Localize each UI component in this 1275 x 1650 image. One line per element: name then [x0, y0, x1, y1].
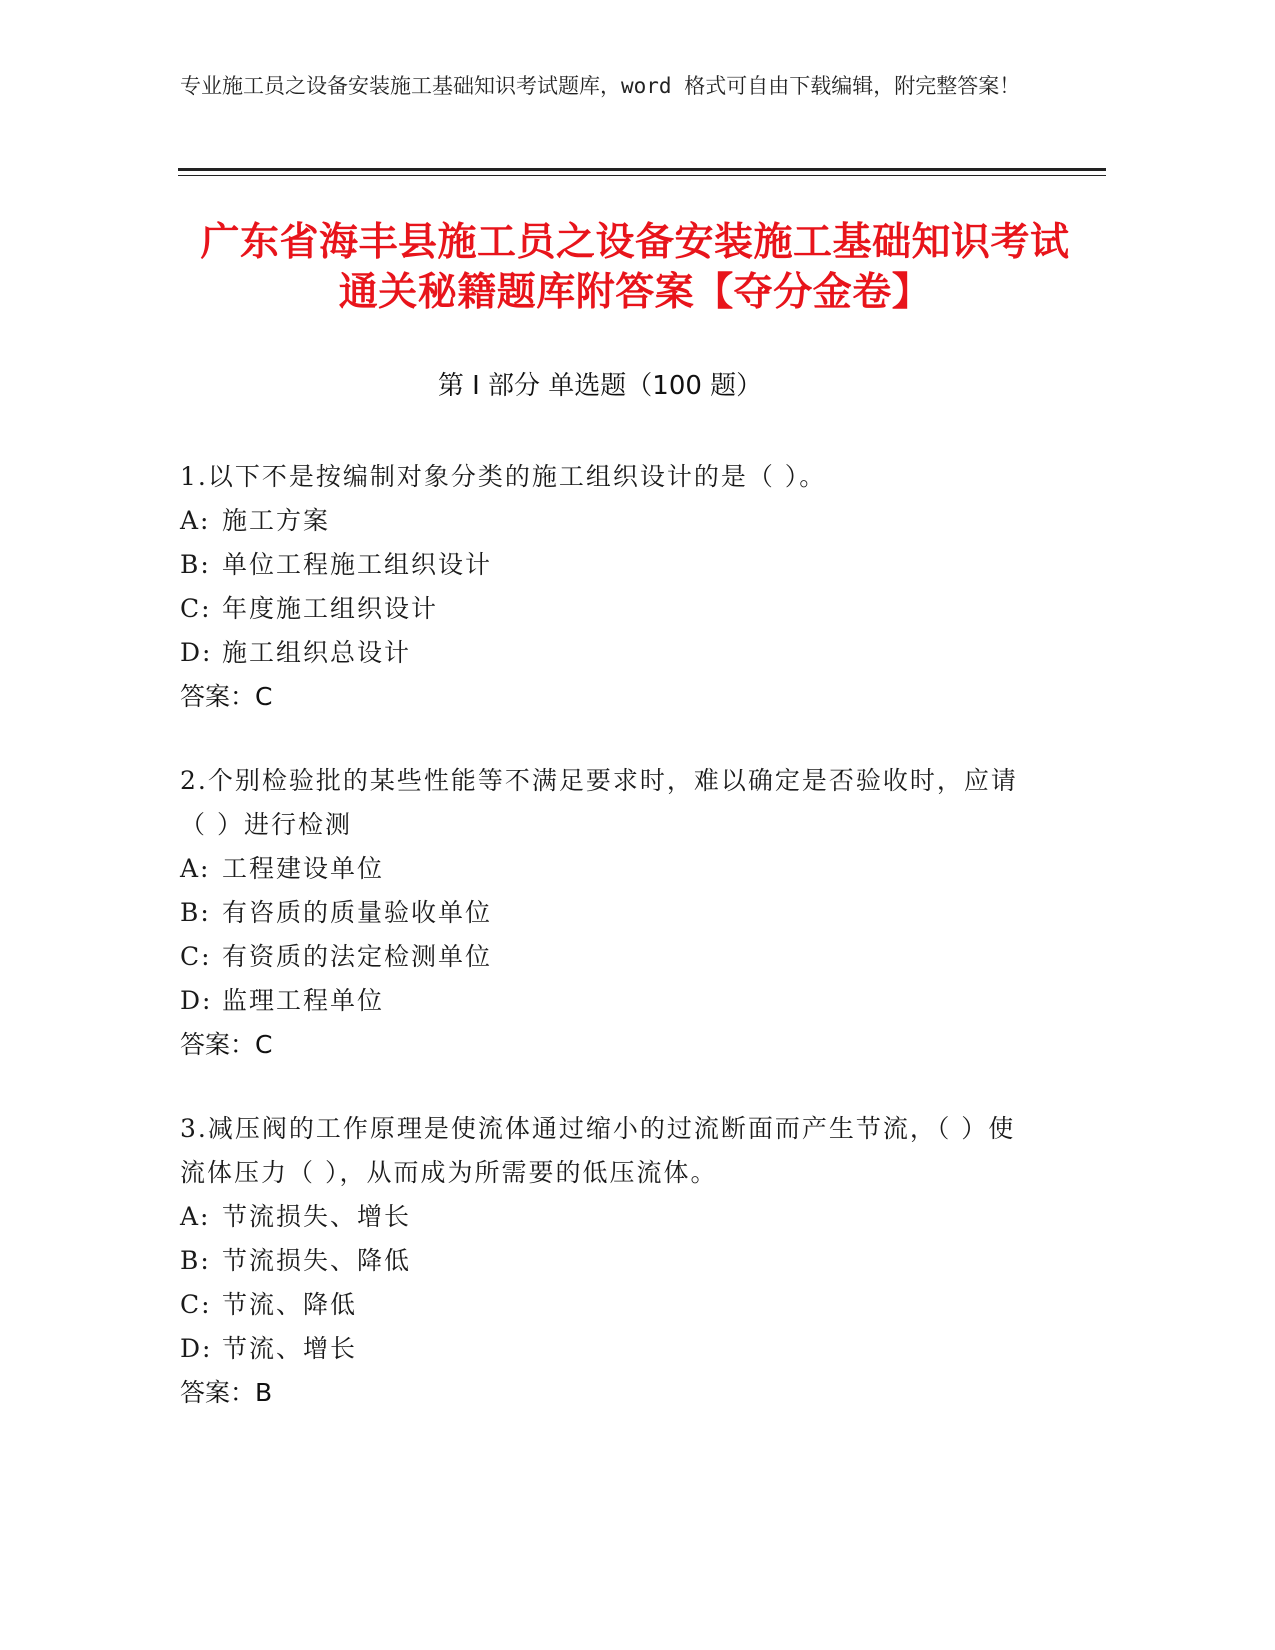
- header-divider-thick: [178, 168, 1106, 171]
- answer-label: 答案：: [180, 682, 256, 711]
- option-key: D:: [180, 986, 213, 1015]
- option-b: [180, 891, 1040, 935]
- option-c: [180, 935, 1040, 979]
- question-3: [180, 1107, 1040, 1415]
- option-key: D:: [180, 638, 213, 667]
- header-divider-thin: [178, 175, 1106, 176]
- section-title: 第 I 部分 单选题（100 题）: [437, 371, 763, 401]
- header-note: 专业施工员之设备安装施工基础知识考试题库，word 格式可自由下载编辑，附完整答案！: [180, 74, 1021, 98]
- option-key: B:: [180, 898, 211, 927]
- option-key: A:: [180, 1202, 211, 1231]
- option-d: [180, 979, 1040, 1023]
- answer-value: C: [255, 1030, 273, 1059]
- option-key: C:: [180, 942, 212, 971]
- option-text: 监理工程单位: [222, 986, 385, 1015]
- question-list: [180, 455, 1040, 1455]
- question-2: [180, 759, 1040, 1067]
- option-a: [180, 847, 1040, 891]
- option-c: [180, 1283, 1040, 1327]
- question-stem: 1.以下不是按编制对象分类的施工组织设计的是（ ）。: [180, 462, 827, 491]
- option-key: A:: [180, 506, 211, 535]
- option-key: A:: [180, 854, 211, 883]
- option-text: 节流损失、增长: [222, 1202, 412, 1231]
- answer-line: [180, 1023, 1040, 1067]
- question-stem: 2.个别检验批的某些性能等不满足要求时，难以确定是否验收时，应请（ ）进行检测: [180, 766, 1018, 839]
- option-text: 年度施工组织设计: [222, 594, 439, 623]
- option-a: [180, 1195, 1040, 1239]
- option-key: C:: [180, 1290, 212, 1319]
- option-b: [180, 1239, 1040, 1283]
- option-text: 有资质的法定检测单位: [222, 942, 493, 971]
- option-key: B:: [180, 1246, 211, 1275]
- answer-value: B: [255, 1378, 273, 1407]
- option-text: 施工方案: [222, 506, 331, 535]
- option-key: C:: [180, 594, 212, 623]
- option-d: [180, 631, 1040, 675]
- option-key: B:: [180, 550, 211, 579]
- option-text: 有咨质的质量验收单位: [222, 898, 493, 927]
- question-1: [180, 455, 1040, 719]
- option-text: 工程建设单位: [222, 854, 385, 883]
- option-c: [180, 587, 1040, 631]
- option-key: D:: [180, 1334, 213, 1363]
- option-a: [180, 499, 1040, 543]
- option-text: 单位工程施工组织设计: [222, 550, 493, 579]
- document-title: 广东省海丰县施工员之设备安装施工基础知识考试通关秘籍题库附答案【夺分金卷】: [200, 220, 1070, 315]
- option-text: 施工组织总设计: [222, 638, 412, 667]
- answer-line: [180, 675, 1040, 719]
- answer-label: 答案：: [180, 1378, 256, 1407]
- option-b: [180, 543, 1040, 587]
- option-text: 节流损失、降低: [222, 1246, 412, 1275]
- answer-line: [180, 1371, 1040, 1415]
- option-text: 节流、降低: [222, 1290, 358, 1319]
- answer-label: 答案：: [180, 1030, 256, 1059]
- option-d: [180, 1327, 1040, 1371]
- option-text: 节流、增长: [222, 1334, 358, 1363]
- answer-value: C: [255, 682, 273, 711]
- question-stem: 3.减压阀的工作原理是使流体通过缩小的过流断面而产生节流，（ ）使流体压力（ ），从而成为所需要的低压流体。: [180, 1114, 1016, 1187]
